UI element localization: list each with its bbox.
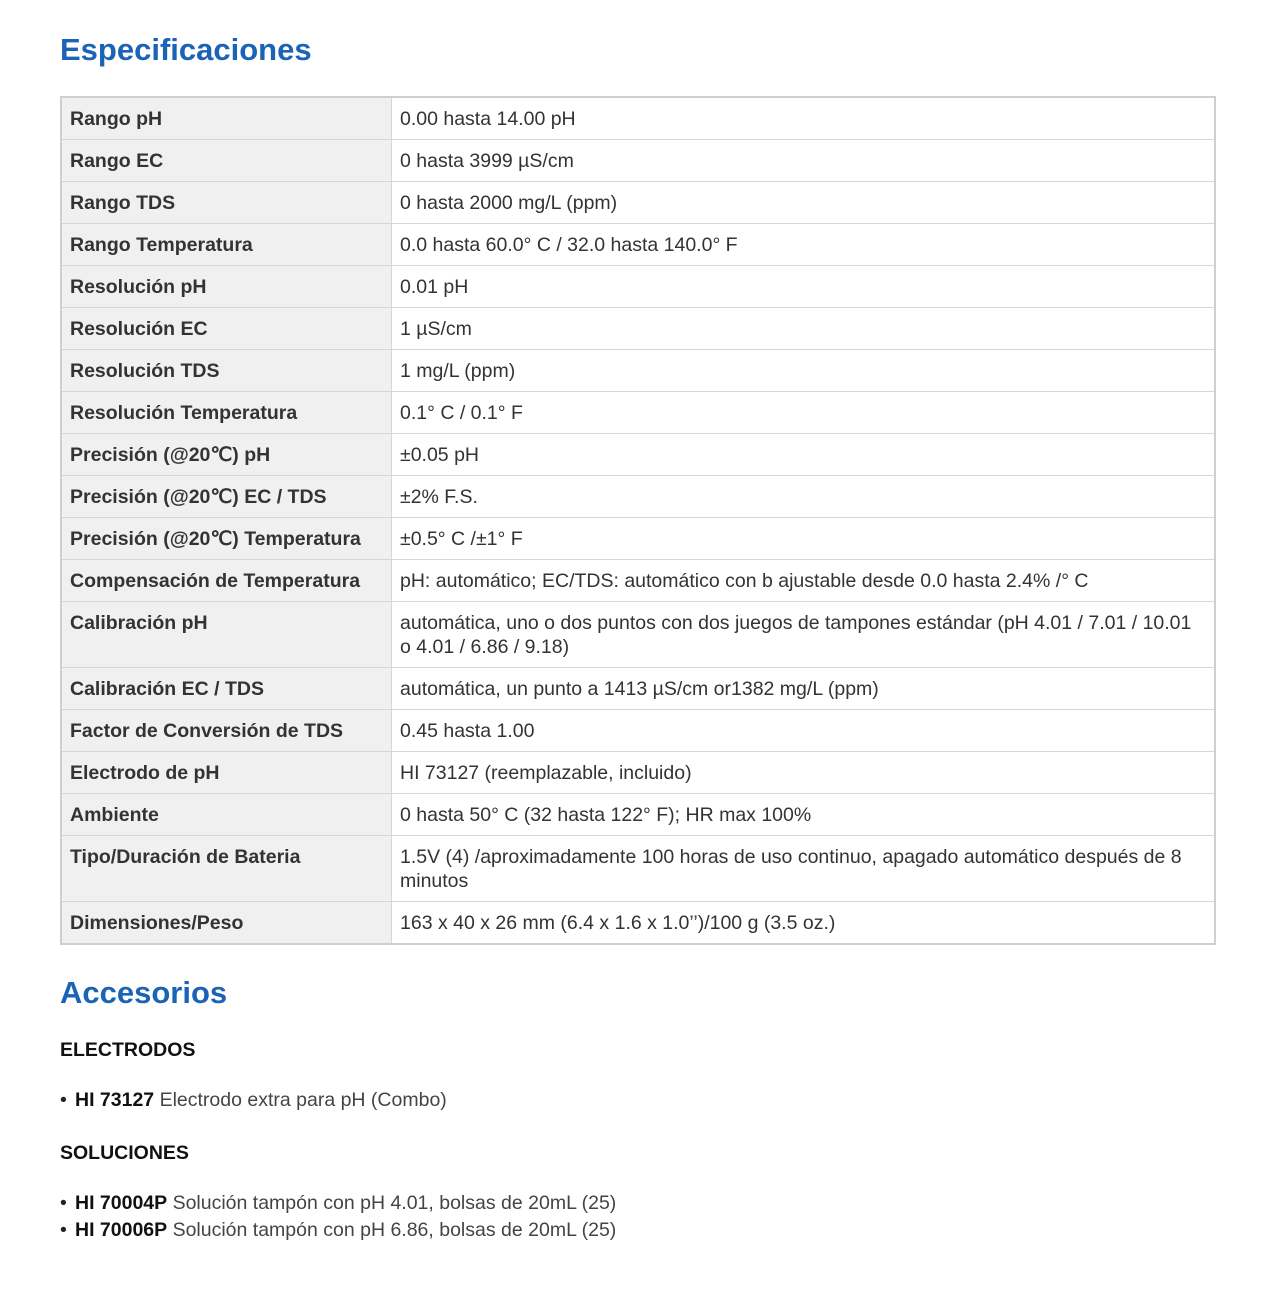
- spec-label: Calibración pH: [61, 602, 392, 668]
- spec-value: automática, un punto a 1413 µS/cm or1382 mg/L (ppm): [392, 668, 1216, 710]
- spec-value: ±0.05 pH: [392, 434, 1216, 476]
- spec-label: Precisión (@20℃) EC / TDS: [61, 476, 392, 518]
- table-row: [61, 224, 1215, 266]
- table-row: [61, 97, 1215, 140]
- table-row: [61, 266, 1215, 308]
- product-description: Electrodo extra para pH (Combo): [154, 1089, 447, 1111]
- product-description: Solución tampón con pH 4.01, bolsas de 20mL (25): [167, 1192, 617, 1214]
- solutions-list: [60, 1190, 616, 1244]
- bullet-icon: •: [60, 1192, 67, 1214]
- spec-value: 1 mg/L (ppm): [392, 350, 1216, 392]
- table-row: [61, 602, 1215, 668]
- spec-label: Ambiente: [61, 794, 392, 836]
- table-row: [61, 710, 1215, 752]
- spec-value: HI 73127 (reemplazable, incluido): [392, 752, 1216, 794]
- spec-label: Rango Temperatura: [61, 224, 392, 266]
- spec-label: Resolución TDS: [61, 350, 392, 392]
- list-item: [60, 1217, 616, 1244]
- spec-label: Calibración EC / TDS: [61, 668, 392, 710]
- list-item: [60, 1190, 616, 1217]
- solutions-heading: SOLUCIONES: [60, 1142, 189, 1164]
- electrodes-heading: ELECTRODOS: [60, 1039, 196, 1061]
- table-row: [61, 434, 1215, 476]
- spec-label: Tipo/Duración de Bateria: [61, 836, 392, 902]
- spec-value: 1 µS/cm: [392, 308, 1216, 350]
- table-row: [61, 560, 1215, 602]
- spec-label: Rango TDS: [61, 182, 392, 224]
- spec-value: 0.00 hasta 14.00 pH: [392, 97, 1216, 140]
- product-code: HI 70004P: [75, 1192, 168, 1214]
- spec-label: Dimensiones/Peso: [61, 902, 392, 945]
- product-code: HI 73127: [75, 1089, 155, 1111]
- spec-value: 0.0 hasta 60.0° C / 32.0 hasta 140.0° F: [392, 224, 1216, 266]
- spec-value: 0 hasta 3999 µS/cm: [392, 140, 1216, 182]
- spec-value: 0 hasta 2000 mg/L (ppm): [392, 182, 1216, 224]
- product-description: Solución tampón con pH 6.86, bolsas de 20mL (25): [167, 1219, 617, 1241]
- specifications-title: Especificaciones: [60, 32, 312, 67]
- table-row: [61, 668, 1215, 710]
- spec-label: Electrodo de pH: [61, 752, 392, 794]
- accessories-title: Accesorios: [60, 975, 228, 1010]
- electrodes-list: [60, 1087, 447, 1114]
- table-row: [61, 140, 1215, 182]
- spec-label: Precisión (@20℃) Temperatura: [61, 518, 392, 560]
- table-row: [61, 392, 1215, 434]
- spec-label: Resolución pH: [61, 266, 392, 308]
- product-code: HI 70006P: [75, 1219, 168, 1241]
- table-row: [61, 476, 1215, 518]
- bullet-icon: •: [60, 1219, 67, 1241]
- spec-value: 0 hasta 50° C (32 hasta 122° F); HR max 100%: [392, 794, 1216, 836]
- table-row: [61, 902, 1215, 945]
- spec-label: Precisión (@20℃) pH: [61, 434, 392, 476]
- list-item: [60, 1087, 447, 1114]
- spec-value: pH: automático; EC/TDS: automático con b ajustable desde 0.0 hasta 2.4% /° C: [392, 560, 1216, 602]
- bullet-icon: •: [60, 1089, 67, 1111]
- spec-label: Compensación de Temperatura: [61, 560, 392, 602]
- spec-value: ±2% F.S.: [392, 476, 1216, 518]
- spec-label: Factor de Conversión de TDS: [61, 710, 392, 752]
- spec-value: automática, uno o dos puntos con dos juegos de tampones estándar (pH 4.01 / 7.01 / 10.01 o 4.01 / 6.86 / 9.18): [392, 602, 1216, 668]
- table-row: [61, 752, 1215, 794]
- table-row: [61, 350, 1215, 392]
- spec-value: 0.1° C / 0.1° F: [392, 392, 1216, 434]
- table-row: [61, 182, 1215, 224]
- spec-value: ±0.5° C /±1° F: [392, 518, 1216, 560]
- table-row: [61, 836, 1215, 902]
- spec-label: Rango pH: [61, 97, 392, 140]
- spec-label: Resolución Temperatura: [61, 392, 392, 434]
- spec-value: 1.5V (4) /aproximadamente 100 horas de uso continuo, apagado automático después de 8 minutos: [392, 836, 1216, 902]
- table-row: [61, 794, 1215, 836]
- table-row: [61, 518, 1215, 560]
- spec-value: 0.01 pH: [392, 266, 1216, 308]
- spec-value: 0.45 hasta 1.00: [392, 710, 1216, 752]
- spec-label: Rango EC: [61, 140, 392, 182]
- spec-value: 163 x 40 x 26 mm (6.4 x 1.6 x 1.0’’)/100 g (3.5 oz.): [392, 902, 1216, 945]
- specifications-table: [60, 96, 1216, 945]
- spec-label: Resolución EC: [61, 308, 392, 350]
- table-row: [61, 308, 1215, 350]
